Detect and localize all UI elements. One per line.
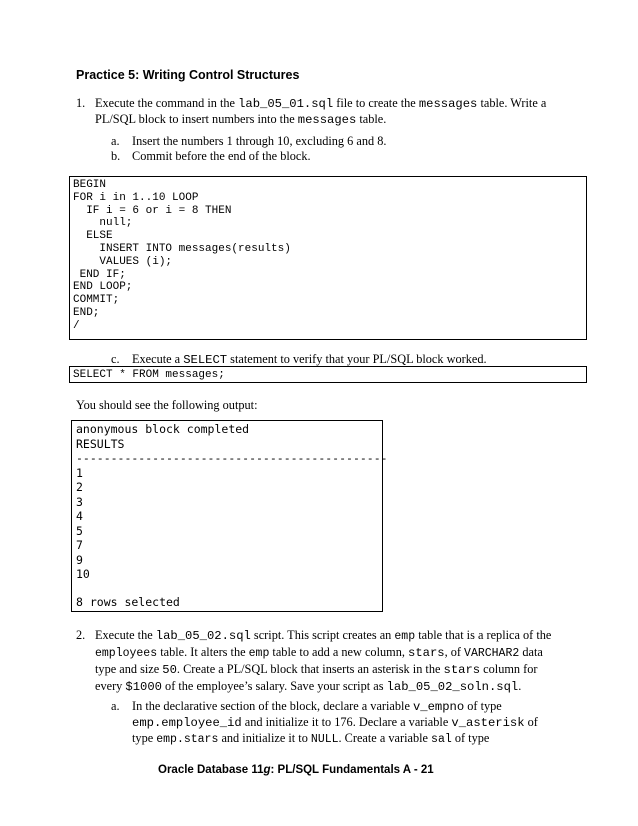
- sub-item-text: Commit before the end of the block.: [132, 149, 311, 163]
- text: . Create a PL/SQL block that inserts an asterisk in the: [176, 662, 444, 676]
- output-line: 9: [76, 552, 83, 567]
- code-text: SELECT: [183, 353, 228, 367]
- output-line: 4: [76, 509, 83, 523]
- code-text: 50: [162, 663, 177, 677]
- code-line: BEGIN: [73, 179, 107, 191]
- page-footer: [158, 764, 434, 776]
- text: table. Write a: [477, 96, 547, 110]
- page-title: Practice 5: Writing Control Structures: [76, 68, 300, 82]
- sub-item-label: a.: [111, 699, 120, 713]
- text: table that is a replica of the: [415, 628, 552, 642]
- sub-item-label: b.: [111, 149, 121, 163]
- paragraph-line: [95, 96, 546, 112]
- sub-item-line: [132, 715, 538, 731]
- output-line: 7: [76, 538, 83, 552]
- sub-item-line: [132, 699, 502, 715]
- text: and initialize it to 176. Declare a variable: [241, 715, 452, 729]
- paragraph-line: [95, 662, 537, 678]
- text: column for: [480, 662, 538, 676]
- code-text: messages: [297, 113, 357, 127]
- code-text: stars: [408, 646, 445, 660]
- code-line: INSERT INTO messages(results): [73, 243, 291, 255]
- sub-item-label: a.: [111, 134, 120, 148]
- output-line: 5: [76, 523, 83, 538]
- sub-item-text: Insert the numbers 1 through 10, excluding 6 and 8.: [132, 134, 387, 148]
- code-text: emp.employee_id: [132, 716, 242, 730]
- paragraph-line: [95, 628, 551, 644]
- code-block: [69, 176, 587, 340]
- text: of type: [464, 699, 502, 713]
- footer-text: : PL/SQL Fundamentals A - 21: [270, 764, 434, 776]
- item-number: 2.: [76, 628, 86, 642]
- code-text: emp: [394, 630, 416, 643]
- code-line: SELECT * FROM messages;: [73, 368, 225, 381]
- code-line: END;: [73, 307, 100, 319]
- code-line: VALUES (i);: [73, 255, 173, 268]
- text: Execute the command in the: [95, 96, 239, 110]
- text: of type: [451, 731, 490, 745]
- text: Execute the: [95, 628, 156, 642]
- text: type: [132, 731, 157, 745]
- text: every: [95, 679, 126, 693]
- code-line: null;: [73, 217, 133, 230]
- text: table to add a new column,: [269, 645, 408, 659]
- footer-text: Oracle Database 11: [158, 764, 264, 776]
- text: and initialize it to: [218, 731, 311, 745]
- output-line: 10: [76, 567, 90, 581]
- code-text: sal: [431, 733, 452, 746]
- code-text: NULL: [310, 733, 339, 746]
- code-line: IF i = 6 or i = 8 THEN: [73, 204, 232, 217]
- text: statement to verify that your PL/SQL block worked.: [227, 352, 487, 366]
- text: script. This script creates an: [250, 628, 395, 642]
- text: of: [524, 715, 538, 729]
- text: , of: [444, 645, 465, 659]
- text: In the declarative section of the block, declare a variable: [132, 699, 413, 713]
- output-line: 3: [76, 494, 83, 509]
- text: .: [518, 679, 522, 693]
- code-line: FOR i in 1..10 LOOP: [73, 191, 199, 204]
- code-text: messages: [418, 97, 478, 111]
- code-line: END IF;: [73, 268, 126, 281]
- sub-item-label: c.: [111, 352, 120, 366]
- output-panel: [71, 420, 388, 612]
- text: table. It alters the: [157, 645, 249, 659]
- code-text: VARCHAR2: [464, 647, 520, 660]
- text: type and size: [95, 662, 163, 676]
- output-line: 1: [76, 465, 83, 480]
- output-intro: You should see the following output:: [76, 398, 258, 412]
- text: Execute a: [132, 352, 184, 366]
- sub-item-line: [132, 731, 489, 747]
- select-code-block: [69, 366, 587, 383]
- text: file to create the: [333, 96, 419, 110]
- paragraph-line: [95, 645, 543, 661]
- text: . Create a variable: [338, 731, 432, 745]
- code-line: ELSE: [73, 230, 113, 243]
- code-text: v_empno: [412, 700, 465, 714]
- text: of the employee’s salary. Save your script as: [161, 679, 387, 693]
- code-line: END LOOP;: [73, 281, 133, 294]
- output-line: 2: [76, 480, 83, 494]
- text: table.: [356, 112, 387, 126]
- code-text: stars: [443, 663, 481, 677]
- code-line: /: [73, 319, 80, 332]
- code-text: $1000: [125, 680, 162, 694]
- text: PL/SQL block to insert numbers into the: [95, 112, 298, 126]
- code-text: employees: [95, 647, 158, 660]
- code-line: COMMIT;: [73, 294, 120, 307]
- code-text: emp: [248, 647, 270, 660]
- footer-text: g: [263, 764, 271, 776]
- output-line: RESULTS: [76, 436, 125, 451]
- code-text: v_asterisk: [451, 716, 525, 730]
- text: data: [519, 645, 543, 659]
- paragraph-line: [95, 112, 386, 128]
- output-line: 8 rows selected: [76, 595, 180, 609]
- code-text: lab_05_02.sql: [155, 629, 251, 643]
- item-number: 1.: [76, 96, 86, 110]
- output-line: ---------------------------------------------: [76, 451, 388, 465]
- code-text: emp.stars: [156, 733, 219, 746]
- code-text: lab_05_02_soln.sql: [386, 680, 519, 694]
- output-line: anonymous block completed: [76, 422, 250, 436]
- code-text: lab_05_01.sql: [238, 97, 334, 111]
- paragraph-line: [95, 679, 521, 695]
